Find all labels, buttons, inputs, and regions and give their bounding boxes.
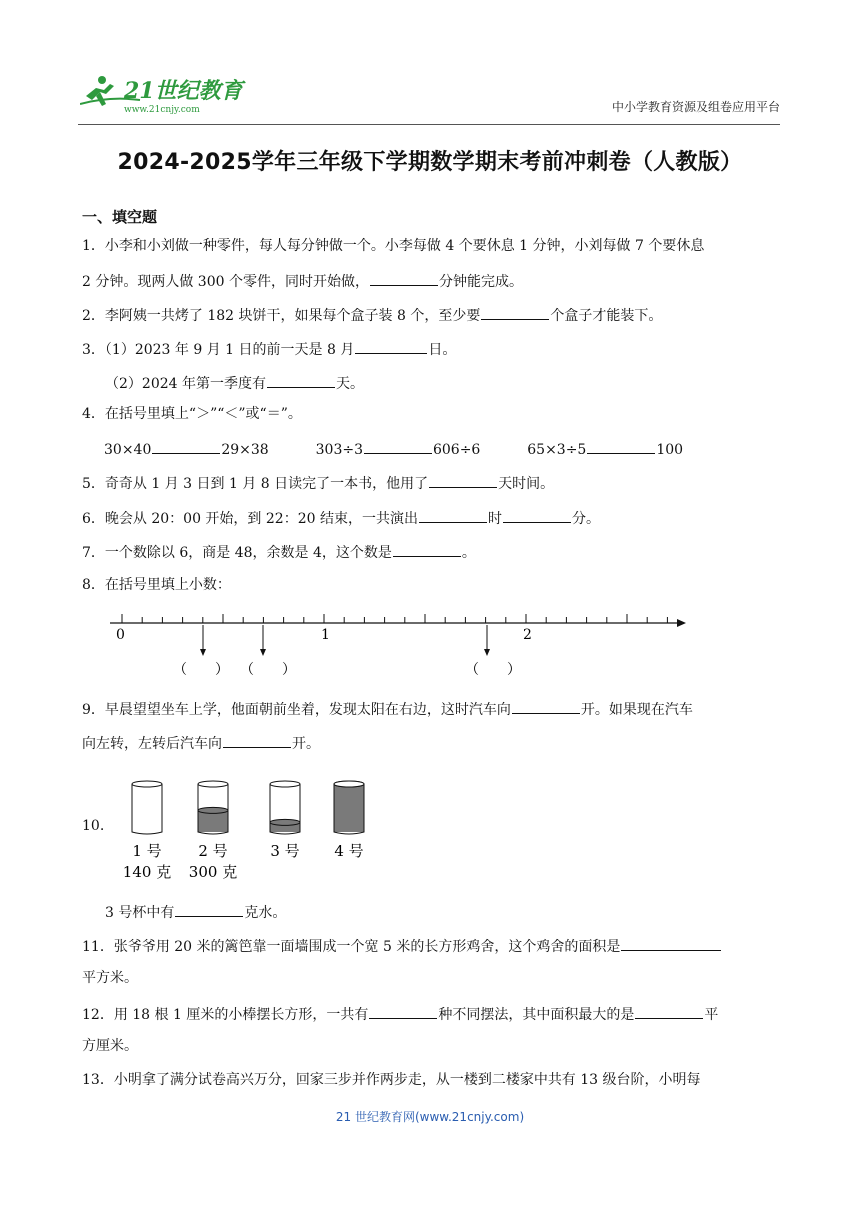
cup-label: 4 号	[334, 842, 364, 860]
answer-blank[interactable]	[369, 1003, 437, 1019]
cup-weight: 140 克	[122, 863, 172, 881]
question-10-number: 10.	[82, 818, 105, 834]
number-label-2: 2	[523, 627, 532, 643]
cup-label: 2 号	[198, 842, 228, 860]
logo-text: 21世纪教育	[124, 78, 243, 104]
cup-water	[334, 784, 364, 832]
answer-blank[interactable]	[481, 304, 549, 320]
question-10: 3 号杯中有 克水。	[105, 901, 286, 923]
question-11-line-1: 11．张爷爷用 20 米的篱笆靠一面墙围成一个宽 5 米的长方形鸡舍，这个鸡舍的面积是	[82, 935, 722, 957]
answer-blank[interactable]	[393, 541, 461, 557]
question-5: 5．奇奇从 1 月 3 日到 1 月 8 日读完了一本书，他用了 天时间。	[82, 472, 554, 494]
logo-url: www.21cnjy.com	[124, 105, 200, 115]
number-line-arrow	[677, 619, 686, 627]
cup-2	[189, 781, 237, 881]
cup-3	[270, 781, 300, 860]
answer-blank[interactable]	[587, 438, 655, 454]
cup-1	[123, 781, 171, 881]
cup-label: 3 号	[270, 842, 300, 860]
question-4: 4．在括号里填上“＞”“＜”或“＝”。	[82, 406, 302, 422]
question-7: 7．一个数除以 6，商是 48，余数是 4，这个数是 。	[82, 541, 476, 563]
answer-blank[interactable]	[355, 338, 427, 354]
answer-blank[interactable]	[223, 732, 291, 748]
cup-4	[334, 781, 364, 860]
cup-water-surface	[198, 807, 228, 813]
section-heading: 一、填空题	[82, 208, 158, 226]
question-12-line-1: 12．用 18 根 1 厘米的小棒摆长方形，一共有 种不同摆法，其中面积最大的是 平	[82, 1003, 718, 1025]
page-title: 2024-2025学年三年级下学期数学期末考前冲刺卷（人教版）	[117, 150, 743, 175]
answer-blank[interactable]	[267, 372, 335, 388]
question-2: 2．李阿姨一共烤了 182 块饼干，如果每个盒子装 8 个，至少要 个盒子才能装下。	[82, 304, 662, 326]
number-line-ticks	[122, 614, 667, 623]
question-1-line-2: 2 分钟。现两人做 300 个零件，同时开始做， 分钟能完成。	[82, 270, 523, 292]
logo	[80, 70, 250, 118]
answer-blank[interactable]	[152, 438, 220, 454]
question-3-part-2: （2）2024 年第一季度有 天。	[105, 372, 364, 394]
answer-blank[interactable]	[364, 438, 432, 454]
answer-parentheses[interactable]: （ ）	[173, 662, 229, 678]
cup-rim	[132, 781, 162, 787]
pointer-arrow	[260, 625, 266, 656]
question-9-line-2: 向左转，左转后汽车向 开。	[82, 732, 320, 754]
answer-blank[interactable]	[621, 935, 721, 951]
answer-blank[interactable]	[175, 901, 243, 917]
cup-weight: 300 克	[188, 863, 238, 881]
number-label-1: 1	[321, 627, 330, 643]
pointer-arrow	[484, 625, 490, 656]
question-6: 6．晚会从 20：00 开始，到 22：20 结束，一共演出 时 分。	[82, 507, 600, 529]
answer-blank[interactable]	[429, 472, 497, 488]
platform-name: 中小学教育资源及组卷应用平台	[611, 100, 780, 114]
cups-figure	[118, 776, 378, 886]
question-9-line-1: 9．早晨望望坐车上学，他面朝前坐着，发现太阳在右边，这时汽车向 开。如果现在汽车	[82, 698, 693, 720]
question-12-line-2: 方厘米。	[82, 1038, 138, 1054]
answer-blank[interactable]	[635, 1003, 703, 1019]
question-11-line-2: 平方米。	[82, 970, 138, 986]
answer-blank[interactable]	[419, 507, 487, 523]
pointer-arrow	[200, 625, 206, 656]
answer-blank[interactable]	[503, 507, 571, 523]
question-4-comparisons: 30×40 29×38 303÷3 606÷6 65×3÷5 100	[104, 438, 683, 460]
number-line	[100, 606, 700, 682]
header-divider	[78, 124, 780, 125]
cup-outline	[132, 784, 162, 834]
question-8: 8．在括号里填上小数：	[82, 577, 231, 593]
page-footer: 21 世纪教育网(www.21cnjy.com)	[335, 1110, 525, 1124]
question-1-line-1: 1．小李和小刘做一种零件，每人每分钟做一个。小李每做 4 个要休息 1 分钟，小刘每做 7 个要休息	[82, 238, 705, 254]
answer-blank[interactable]	[370, 270, 438, 286]
cup-rim	[334, 781, 364, 787]
question-13: 13．小明拿了满分试卷高兴万分，回家三步并作两步走，从一楼到二楼家中共有 13 级台阶，小明每	[82, 1072, 701, 1088]
number-label-0: 0	[116, 627, 125, 643]
cup-label: 1 号	[132, 842, 162, 860]
cup-rim	[270, 781, 300, 787]
answer-parentheses[interactable]: （ ）	[240, 662, 296, 678]
cup-water-surface	[270, 819, 300, 825]
answer-parentheses[interactable]: （ ）	[465, 662, 521, 678]
cup-rim	[198, 781, 228, 787]
answer-blank[interactable]	[512, 698, 580, 714]
question-3-part-1: 3．（1）2023 年 9 月 1 日的前一天是 8 月 日。	[82, 338, 456, 360]
